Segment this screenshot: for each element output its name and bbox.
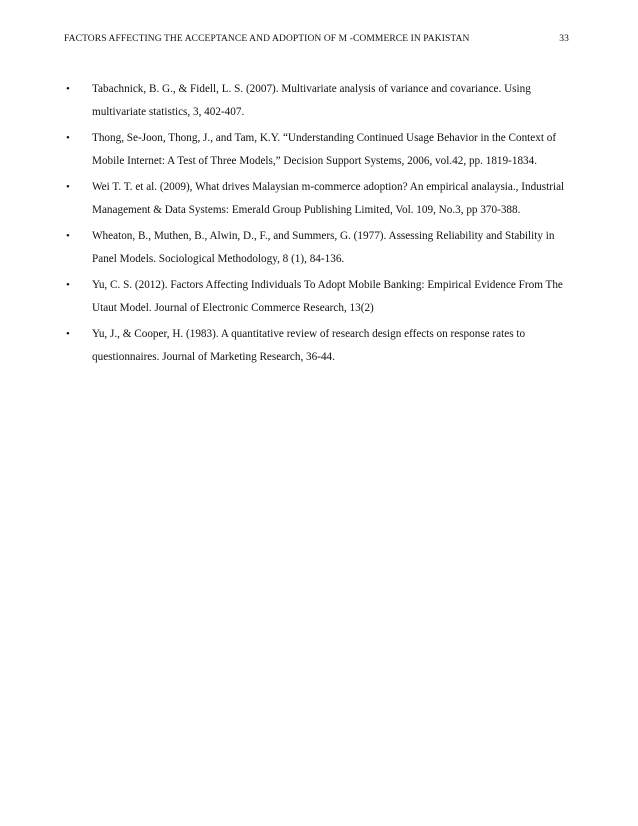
bullet-icon: • xyxy=(66,279,70,291)
reference-item xyxy=(64,78,569,123)
reference-item xyxy=(64,127,569,172)
reference-item xyxy=(64,225,569,270)
reference-item xyxy=(64,176,569,221)
reference-item xyxy=(64,323,569,368)
running-title: FACTORS AFFECTING THE ACCEPTANCE AND ADOPTION OF M -COMMERCE IN PAKISTAN xyxy=(64,34,470,44)
bullet-icon: • xyxy=(66,181,70,193)
bullet-icon: • xyxy=(66,132,70,144)
reference-text: Thong, Se-Joon, Thong, J., and Tam, K.Y. “Understanding Continued Usage Behavior in the Context of Mobile Internet: A Test of Three Models,” Decision Support Systems, 2006, vol.42, pp. 1819-1834. xyxy=(92,132,557,167)
page-number: 33 xyxy=(559,34,569,44)
reference-list xyxy=(64,78,569,372)
reference-text: Wei T. T. et al. (2009), What drives Malaysian m-commerce adoption? An empirical analaysia., Industrial Management & Data Systems: Emerald Group Publishing Limited, Vol. 109, No.3, pp 370-388. xyxy=(92,181,565,216)
bullet-icon: • xyxy=(66,230,70,242)
bullet-icon: • xyxy=(66,83,70,95)
bullet-icon: • xyxy=(66,328,70,340)
reference-text: Yu, J., & Cooper, H. (1983). A quantitative review of research design effects on response rates to questionnaires. Journal of Marketing Research, 36-44. xyxy=(92,328,526,363)
reference-text: Wheaton, B., Muthen, B., Alwin, D., F., and Summers, G. (1977). Assessing Reliability and Stability in Panel Models. Sociological Methodology, 8 (1), 84-136. xyxy=(92,230,555,265)
reference-text: Tabachnick, B. G., & Fidell, L. S. (2007). Multivariate analysis of variance and covariance. Using multivariate statistics, 3, 402-407. xyxy=(92,83,531,118)
reference-text: Yu, C. S. (2012). Factors Affecting Individuals To Adopt Mobile Banking: Empirical Evidence From The Utaut Model. Journal of Electronic Commerce Research, 13(2) xyxy=(92,279,563,314)
reference-item xyxy=(64,274,569,319)
